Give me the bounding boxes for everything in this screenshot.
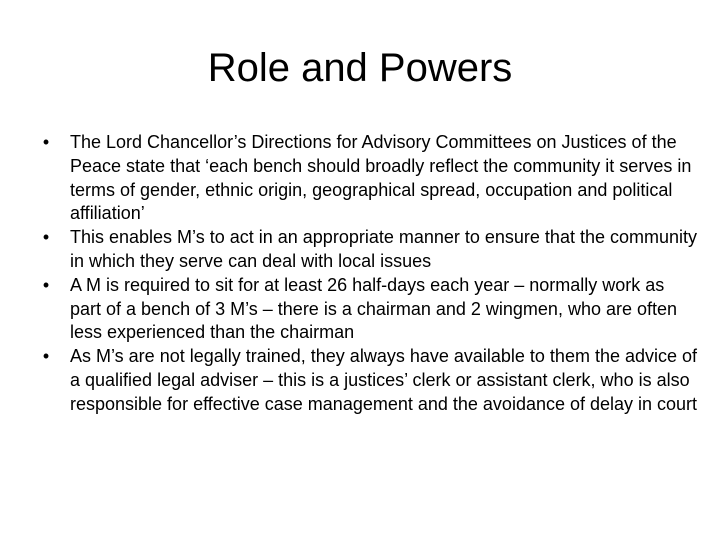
bullet-marker: • xyxy=(42,227,50,248)
bullet-marker: • xyxy=(42,346,50,367)
slide-title: Role and Powers xyxy=(207,46,513,90)
bullet-item xyxy=(36,345,700,416)
bullet-text: A M is required to sit for at least 26 half-days each year – normally work as part of a bench of 3 M’s – there is a chairman and 2 wingmen, who are often less experienced than the chairman xyxy=(70,274,678,343)
bullet-text: The Lord Chancellor’s Directions for Advisory Committees on Justices of the Peace state that ‘each bench should broadly reflect the community it serves in terms of gender, ethnic origin, geographical spread, occupation and political affiliation’ xyxy=(70,132,692,224)
bullet-list xyxy=(36,131,700,417)
bullet-item xyxy=(36,226,700,274)
bullet-item xyxy=(36,274,700,345)
bullet-item xyxy=(36,131,700,226)
bullet-text: As M’s are not legally trained, they always have available to them the advice of a qualified legal adviser – this is a justices’ clerk or assistant clerk, who is also responsible for effective case management and the avoidance of delay in court xyxy=(70,346,698,414)
bullet-marker: • xyxy=(42,132,50,152)
bullet-marker: • xyxy=(42,274,50,295)
bullet-text: This enables M’s to act in an appropriate manner to ensure that the community in which they serve can deal with local issues xyxy=(70,227,698,271)
